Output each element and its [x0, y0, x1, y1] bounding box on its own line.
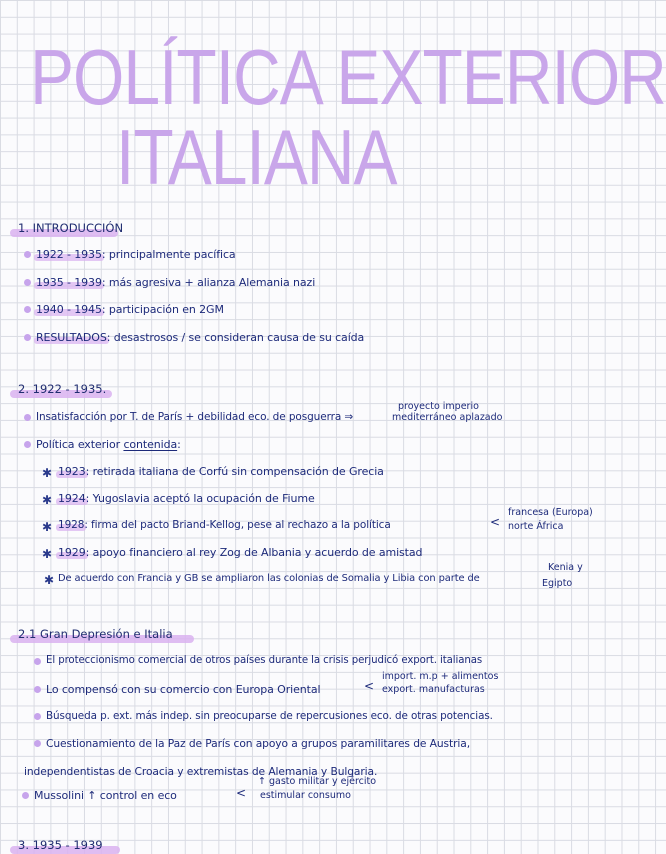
section-3-heading: 3. 1935 - 1939 [18, 838, 103, 852]
star-icon: ✱ [42, 466, 53, 480]
list-item: RESULTADOS: desastrosos / se consideran causa de su caída [36, 331, 365, 344]
list-item: De acuerdo con Francia y GB se ampliaron las colonias de Somalia y Libia con parte de [58, 573, 480, 584]
list-item: 1923: retirada italiana de Corfú sin compensación de Grecia [58, 465, 384, 478]
annotation-note: import. m.p + alimentos [382, 671, 499, 682]
annotation-note: francesa (Europa) [508, 507, 593, 518]
list-item: 1922 - 1935: principalmente pacífica [36, 248, 236, 261]
bullet-dot [24, 441, 31, 448]
bullet-dot [34, 713, 41, 720]
bracket-arrow: < [364, 679, 375, 693]
list-item: Cuestionamiento de la Paz de París con apoyo a grupos paramilitares de Austria, [46, 737, 470, 750]
list-item: 1940 - 1945: participación en 2GM [36, 303, 224, 316]
list-item: Mussolini ↑ control en eco [34, 789, 177, 802]
list-item-continuation: independentistas de Croacia y extremistas de Alemania y Bulgaria. [24, 765, 378, 778]
list-item: Búsqueda p. ext. más indep. sin preocuparse de repercusiones eco. de otras potencias. [46, 710, 493, 722]
section-21-heading: 2.1 Gran Depresión e Italia [18, 627, 173, 641]
annotation-note: export. manufacturas [382, 684, 485, 695]
list-item: Insatisfacción por T. de París + debilidad eco. de posguerra ⇒ [36, 411, 354, 423]
bullet-dot [24, 306, 31, 313]
bracket-arrow: < [236, 786, 247, 800]
star-icon: ✱ [42, 520, 53, 534]
list-item: 1924: Yugoslavia aceptó la ocupación de Fiume [58, 492, 315, 505]
list-item: Política exterior contenida: [36, 438, 181, 451]
bullet-dot [22, 792, 29, 799]
bullet-dot [24, 334, 31, 341]
list-item: El proteccionismo comercial de otros países durante la crisis perjudicó export. italianas [46, 655, 483, 666]
annotation-note: ↑ gasto militar y ejército [258, 776, 377, 787]
star-icon: ✱ [42, 547, 53, 561]
annotation-note: estimular consumo [260, 790, 351, 801]
bullet-dot [34, 658, 41, 665]
annotation-note: Kenia y [548, 562, 583, 573]
section-2-heading: 2. 1922 - 1935. [18, 382, 107, 396]
list-item: 1929: apoyo financiero al rey Zog de Albania y acuerdo de amistad [58, 546, 423, 559]
bullet-dot [24, 414, 31, 421]
star-icon: ✱ [42, 493, 53, 507]
list-item: 1935 - 1939: más agresiva + alianza Alemania nazi [36, 276, 316, 289]
list-item: 1928: firma del pacto Briand-Kellog, pese al rechazo a la política [58, 519, 391, 531]
bullet-dot [24, 251, 31, 258]
annotation-note: mediterráneo aplazado [392, 412, 503, 423]
star-icon: ✱ [44, 573, 55, 587]
page-title-line2: ITALIANA [116, 113, 397, 201]
bullet-dot [34, 686, 41, 693]
annotation-note: norte África [508, 521, 564, 532]
bullet-dot [24, 279, 31, 286]
bracket-arrow: < [490, 515, 501, 529]
list-item: Lo compensó con su comercio con Europa Oriental [46, 683, 321, 696]
bullet-dot [34, 740, 41, 747]
page-title-line1: POLÍTICA EXTERIOR [30, 33, 666, 121]
annotation-note: proyecto imperio [398, 401, 479, 412]
annotation-note: Egipto [542, 578, 573, 589]
section-1-heading: 1. INTRODUCCIÓN [18, 221, 124, 235]
